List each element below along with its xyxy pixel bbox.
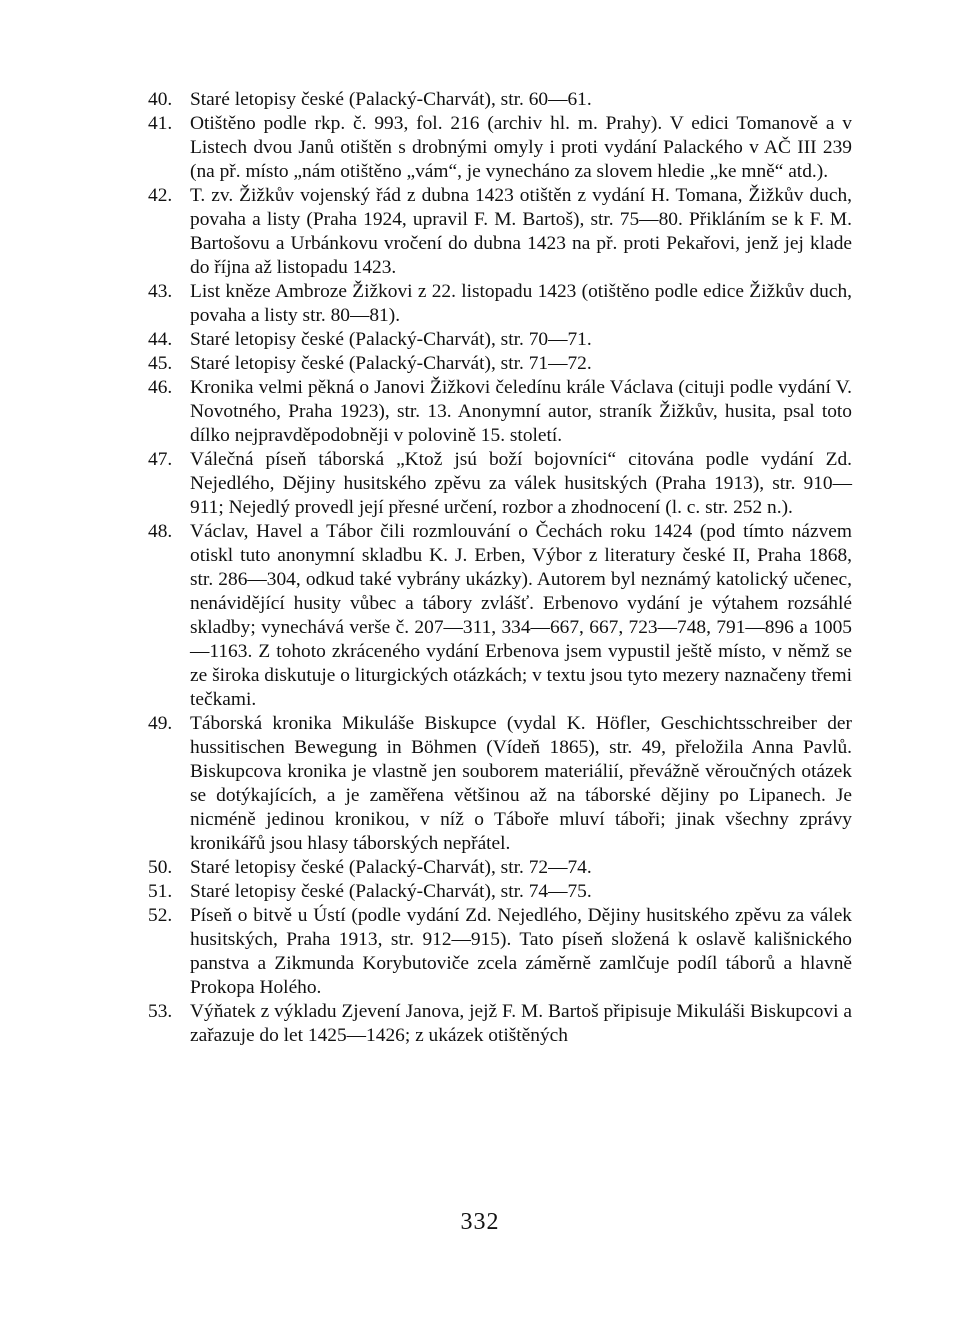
note-47 — [148, 448, 852, 520]
note-46 — [148, 376, 852, 448]
note-number: 53. — [148, 1001, 173, 1022]
note-48 — [148, 520, 852, 712]
note-number: 47. — [148, 449, 173, 470]
note-43 — [148, 280, 852, 328]
note-41 — [148, 112, 852, 184]
note-52 — [148, 904, 852, 1000]
note-49 — [148, 712, 852, 856]
note-number: 46. — [148, 377, 173, 398]
notes-list — [148, 88, 852, 1048]
note-text: Staré letopisy české (Palacký-Charvát), str. 74—75. — [190, 881, 592, 902]
note-number: 41. — [148, 113, 173, 134]
note-text: Výňatek z výkladu Zjevení Janova, jejž F. M. Bartoš připisuje Mikuláši Biskupcovi a zařazuje do let 1425—1426; z ukázek otištěných — [190, 1001, 852, 1046]
note-number: 42. — [148, 185, 173, 206]
note-number: 52. — [148, 905, 173, 926]
note-42 — [148, 184, 852, 280]
note-text: List kněze Ambroze Žižkovi z 22. listopadu 1423 (otištěno podle edice Žižkův duch, povaha a listy str. 80—81). — [190, 281, 852, 326]
note-53 — [148, 1000, 852, 1048]
note-40 — [148, 88, 852, 112]
note-number: 43. — [148, 281, 173, 302]
note-number: 49. — [148, 713, 173, 734]
note-text: Píseň o bitvě u Ústí (podle vydání Zd. Nejedlého, Dějiny husitského zpěvu za válek husitských, Praha 1913, str. 912—915). Tato píseň složená k oslavě kališnického panstva a Zikmunda Korybutoviče zcela záměrně zamlčuje podíl táborů a hlavně Prokopa Holého. — [190, 905, 852, 998]
note-number: 50. — [148, 857, 173, 878]
note-number: 45. — [148, 353, 173, 374]
note-number: 40. — [148, 89, 173, 110]
note-text: T. zv. Žižkův vojenský řád z dubna 1423 otištěn z vydání H. Tomana, Žižkův duch, povaha a listy (Praha 1924, upravil F. M. Bartoš), str. 75—80. Přikláním se k F. M. Bartošovu a Urbánkovu vročení do dubna 1423 na př. proti Pekařovi, jenž jej klade do října až listopadu 1423. — [190, 185, 852, 278]
note-text: Otištěno podle rkp. č. 993, fol. 216 (archiv hl. m. Prahy). V edici Tomanově a v Listech dvou Janů otištěn s drobnými omyly i proti vydání Palackého v AČ III 239 (na př. místo „nám otištěno „vám“, je vynecháno za slovem hledie „ke mně“ atd.). — [190, 113, 852, 182]
note-45 — [148, 352, 852, 376]
note-text: Staré letopisy české (Palacký-Charvát), str. 60—61. — [190, 89, 592, 110]
note-text: Staré letopisy české (Palacký-Charvát), str. 71—72. — [190, 353, 592, 374]
note-number: 51. — [148, 881, 173, 902]
note-text: Staré letopisy české (Palacký-Charvát), str. 72—74. — [190, 857, 592, 878]
note-text: Válečná píseň táborská „Ktož jsú boží bojovníci“ citována podle vydání Zd. Nejedlého, Dějiny husitského zpěvu za válek husitských (Praha 1913), str. 910—911; Nejedlý provedl její přesné určení, rozbor a zhodnocení (l. c. str. 252 n.). — [190, 449, 852, 518]
note-text: Kronika velmi pěkná o Janovi Žižkovi čeledínu krále Václava (cituji podle vydání V. Novotného, Praha 1923), str. 13. Anonymní autor, straník Žižkův, husita, psal toto dílko nejpravděpodobněji v polovině 15. století. — [190, 377, 852, 446]
note-50 — [148, 856, 852, 880]
note-text: Staré letopisy české (Palacký-Charvát), str. 70—71. — [190, 329, 592, 350]
note-number: 44. — [148, 329, 173, 350]
note-text: Táborská kronika Mikuláše Biskupce (vydal K. Höfler, Geschichtsschreiber der hussitischen Bewegung in Böhmen (Vídeň 1865), str. 49, přeložila Anna Pavlů. Biskupcova kronika je vlastně jen souborem materiálií, převážně věroučných otázek se dotýkajících, a je zaměřena většinou až na táborské dějiny po Lipanech. Je nicméně jedinou kronikou, v níž o Táboře mluví táboři; jinak všechny zprávy kronikářů jsou hlasy táborských nepřátel. — [190, 713, 852, 854]
note-number: 48. — [148, 521, 173, 542]
note-44 — [148, 328, 852, 352]
note-text: Václav, Havel a Tábor čili rozmlouvání o Čechách roku 1424 (pod tímto názvem otiskl tuto anonymní skladbu K. J. Erben, Výbor z literatury české II, Praha 1868, str. 286—304, odkud také vybrány ukázky). Autorem byl neznámý katolický učenec, nenávidějící husity vůbec a tábory zvlášť. Erbenovo vydání je výtahem rozsáhlé skladby; vynechává verše č. 207—311, 334—667, 667, 723—748, 791—896 a 1005—1163. Z tohoto zkráceného vydání Erbenova jsem vypustil ještě místo, v němž se ze široka diskutuje o liturgických otázkách; v textu jsou tyto mezery naznačeny třemi tečkami. — [190, 521, 852, 710]
page-number: 332 — [460, 1209, 500, 1235]
note-51 — [148, 880, 852, 904]
